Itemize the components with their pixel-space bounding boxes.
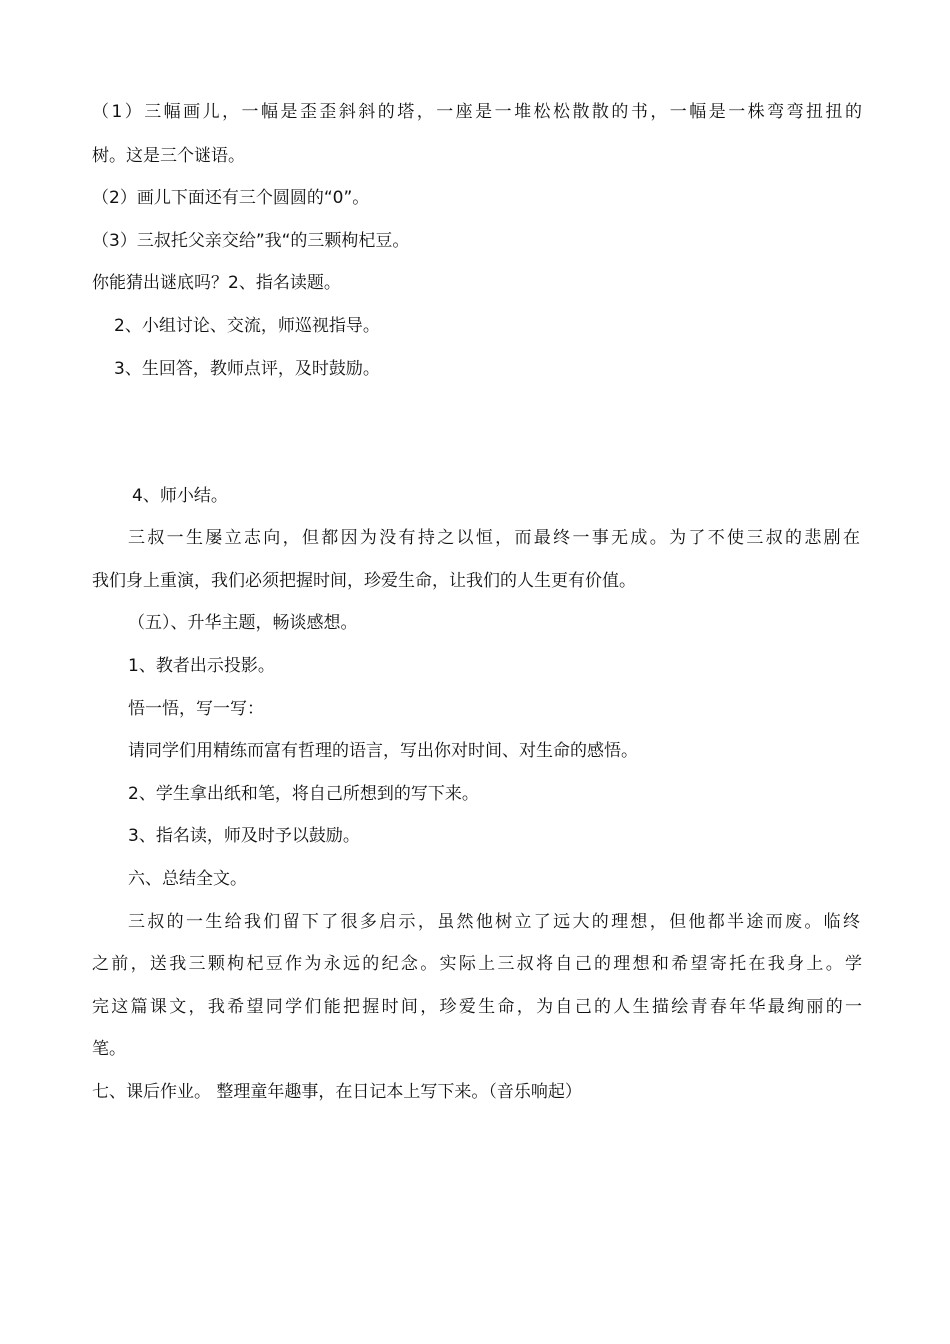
- paragraph-line: 你能猜出谜底吗？2、指名读题。: [92, 273, 341, 293]
- paragraph-line: 请同学们用精练而富有哲理的语言，写出你对时间、对生命的感悟。: [128, 741, 638, 761]
- paragraph-line: 树。这是三个谜语。: [92, 146, 245, 166]
- paragraph-line: 3、指名读，师及时予以鼓励。: [128, 826, 360, 846]
- paragraph-line: 2、小组讨论、交流，师巡视指导。: [114, 316, 380, 336]
- paragraph-line: 三叔的一生给我们留下了很多启示，虽然他树立了远大的理想，但他都半途而废。临终: [128, 912, 860, 932]
- paragraph-line: 笔。: [92, 1039, 126, 1059]
- paragraph-line: 1、教者出示投影。: [128, 656, 275, 676]
- paragraph-line: 我们身上重演，我们必须把握时间，珍爱生命，让我们的人生更有价值。: [92, 571, 636, 591]
- section-heading: 4、师小结。: [132, 486, 228, 506]
- paragraph-line: 之前，送我三颗枸杞豆作为永远的纪念。实际上三叔将自己的理想和希望寄托在我身上。学: [92, 954, 862, 974]
- paragraph-line: 三叔一生屡立志向，但都因为没有持之以恒，而最终一事无成。为了不使三叔的悲剧在: [128, 528, 860, 548]
- section-heading: 七、课后作业。 整理童年趣事，在日记本上写下来。（音乐响起）: [92, 1082, 582, 1102]
- section-heading: （五）、升华主题，畅谈感想。: [128, 613, 358, 633]
- paragraph-line: （3）三叔托父亲交给”我“的三颗枸杞豆。: [92, 231, 410, 251]
- paragraph-line: 完这篇课文，我希望同学们能把握时间，珍爱生命，为自己的人生描绘青春年华最绚丽的一: [92, 997, 862, 1017]
- section-heading: 六、总结全文。: [128, 869, 247, 889]
- paragraph-line: （1）三幅画儿，一幅是歪歪斜斜的塔，一座是一堆松松散散的书，一幅是一株弯弯扭扭的: [92, 102, 862, 122]
- paragraph-line: 2、学生拿出纸和笔，将自己所想到的写下来。: [128, 784, 479, 804]
- paragraph-line: 3、生回答，教师点评，及时鼓励。: [114, 359, 380, 379]
- paragraph-line: （2）画儿下面还有三个圆圆的“0”。: [92, 188, 370, 208]
- paragraph-line: 悟一悟，写一写：: [128, 699, 264, 719]
